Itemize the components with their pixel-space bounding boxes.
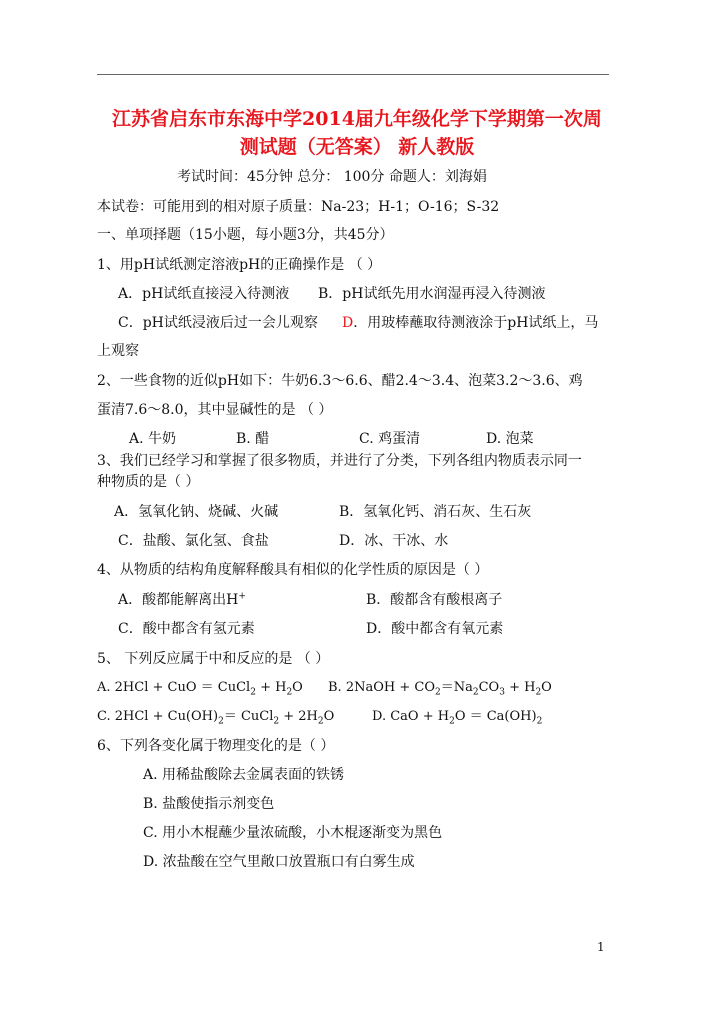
q6-option-b: B. 盐酸使指示剂变色 <box>143 796 275 812</box>
title-line-1: 江苏省启东市东海中学2014届九年级化学下学期第一次周 <box>112 108 602 130</box>
q4-option-a-sup: + <box>238 591 246 602</box>
q1-option-c: C．pH试纸浸液后过一会儿观察 <box>118 315 318 331</box>
q5-d-sub-2: 2 <box>536 716 543 727</box>
q4-option-c: C．酸中都含有氢元素 <box>118 621 255 637</box>
q5-a-sub-1: 2 <box>250 687 256 698</box>
q4-stem: 4、从物质的结构角度解释酸具有相似的化学性质的原因是（ ） <box>97 562 489 578</box>
q1-stem: 1、用pH试纸测定溶液pH的正确操作是 （ ） <box>97 257 382 273</box>
q5-b-2: ＝Na <box>440 680 473 695</box>
q3-stem-1: 3、我们已经学习和掌握了很多物质，并进行了分类，下列各组内物质表示同一 <box>97 453 582 469</box>
q5-b-sub-3: 3 <box>499 687 505 698</box>
q3-option-c: C．盐酸、氯化氢、食盐 <box>118 533 269 549</box>
q1-option-d-text: ．用玻棒蘸取待测液涂于pH试纸上，马 <box>353 315 599 331</box>
q1-answer-letter: D <box>342 315 354 331</box>
q5-c-sub-2: 2 <box>273 716 280 727</box>
q5-c-sub-1: 2 <box>218 716 224 727</box>
q5-b-sub-2: 2 <box>472 687 479 698</box>
q3-option-d: D．冰、干冰、水 <box>339 533 449 549</box>
q5-a-3: O <box>292 680 303 695</box>
q3-option-a: A．氢氧化钠、烧碱、火碱 <box>114 504 279 520</box>
q5-option-d <box>372 708 542 726</box>
q2-option-a: A. 牛奶 <box>129 431 177 447</box>
q5-option-a <box>97 679 303 697</box>
q1-option-d-cont: 上观察 <box>97 343 139 359</box>
q6-option-d: D. 浓盐酸在空气里敞口放置瓶口有白雾生成 <box>143 854 415 870</box>
q5-b-3: CO <box>478 680 500 695</box>
q5-c-2: ＝ CuCl <box>223 709 274 724</box>
q5-d-sub-1: 2 <box>449 716 455 727</box>
q5-b-sub-4: 2 <box>535 687 542 698</box>
q5-d-2: O ＝ Ca(OH) <box>454 709 537 724</box>
q5-option-b <box>328 679 552 697</box>
q5-a-2: + H <box>255 680 287 695</box>
q6-option-a: A. 用稀盐酸除去金属表面的铁锈 <box>143 767 345 783</box>
atomic-mass-note: 本试卷：可能用到的相对原子质量：Na-23；H-1；O-16；S-32 <box>97 199 500 215</box>
q4-option-d: D．酸中都含有氧元素 <box>366 621 504 637</box>
q6-option-c: C. 用小木棍蘸少量浓硫酸，小木棍逐渐变为黑色 <box>143 825 443 841</box>
q4-option-b: B．酸都含有酸根离子 <box>366 592 503 608</box>
page-number: 1 <box>597 940 605 954</box>
q5-a-sub-2: 2 <box>286 687 293 698</box>
section-title: 一、单项择题（15小题，每小题3分，共45分） <box>97 227 394 243</box>
q5-c-sub-3: 2 <box>317 716 324 727</box>
q5-stem: 5、 下列反应属于中和反应的是 （ ） <box>97 651 330 667</box>
exam-info: 考试时间：45分钟 总分： 100分 命题人：刘海娟 <box>177 169 487 185</box>
q3-option-b: B．氢氧化钙、消石灰、生石灰 <box>339 504 532 520</box>
q1-option-a: A．pH试纸直接浸入待测液 <box>118 286 290 302</box>
q2-option-d: D. 泡菜 <box>486 431 534 447</box>
q6-stem: 6、下列各变化属于物理变化的是（ ） <box>97 738 335 754</box>
q4-option-a <box>118 591 246 609</box>
q2-stem-1: 2、一些食物的近似pH如下：牛奶6.3～6.6、醋2.4～3.4、泡菜3.2～3.6、鸡 <box>97 373 583 389</box>
title-line-2: 测试题（无答案） 新人教版 <box>239 136 475 158</box>
q5-a-1: A. 2HCl + CuO ＝ CuCl <box>97 680 251 695</box>
q3-stem-2: 种物质的是（ ） <box>97 474 200 490</box>
q5-d-1: D. CaO + H <box>372 709 450 724</box>
q5-c-4: O <box>323 709 335 724</box>
q2-stem-2: 蛋清7.6～8.0，其中显碱性的是 （ ） <box>97 402 333 418</box>
q5-b-5: O <box>541 680 552 695</box>
q1-option-d <box>342 314 598 332</box>
q1-option-b: B．pH试纸先用水润湿再浸入待测液 <box>318 286 546 302</box>
q5-b-1: B. 2NaOH + CO <box>328 680 435 695</box>
q2-option-b: B. 醋 <box>236 431 270 447</box>
q5-b-sub-1: 2 <box>434 687 441 698</box>
q5-option-c <box>97 708 334 726</box>
q5-c-3: + 2H <box>279 709 318 724</box>
header-rule <box>97 74 609 75</box>
q5-b-4: + H <box>504 680 536 695</box>
q2-option-c: C. 鸡蛋清 <box>359 431 421 447</box>
q5-c-1: C. 2HCl + Cu(OH) <box>97 709 219 724</box>
q4-option-a-text: A．酸都能解离出H <box>118 592 239 608</box>
